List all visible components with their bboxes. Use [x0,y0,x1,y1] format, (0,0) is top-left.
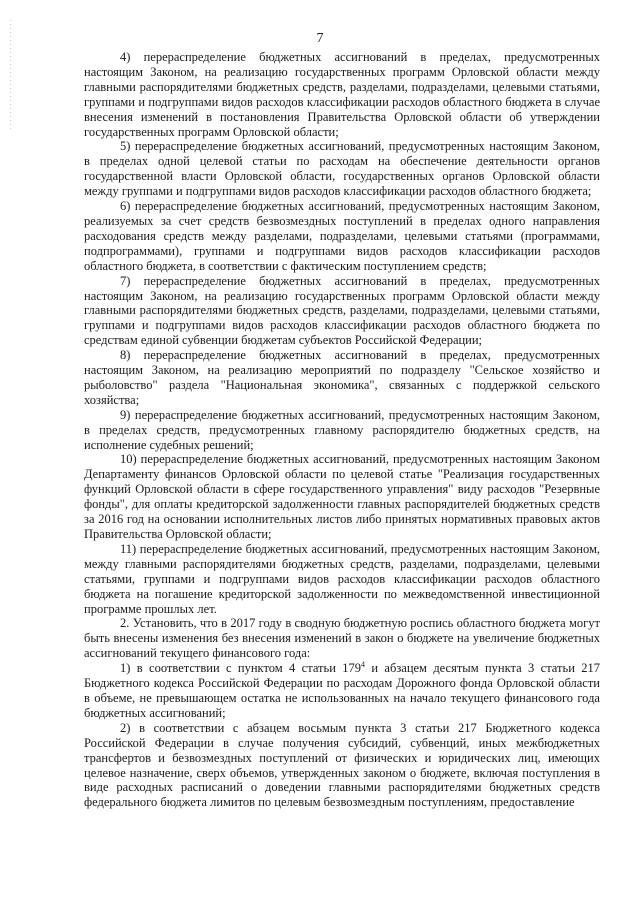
paragraph-section-2: 2. Установить, что в 2017 году в сводную бюджетную роспись областного бюджета могут быть внесены изменения без внесения изменений в закон о бюджете на увеличение бюджетных ассигнований текущего финансового года: [84,616,600,661]
paragraph-item-6: 6) перераспределение бюджетных ассигнований, предусмотренных настоящим Законом, реализуемых за счет средств безвозмездных поступлений в пределах одного направления расходования средств между разделами, подразделами, целевыми статьями (программами, подпрограммами), группами и подгруппами видов расходов классификации расходов областного бюджета, в соответствии с фактическим поступлением средств; [84,199,600,273]
paragraph-item-10: 10) перераспределение бюджетных ассигнований, предусмотренных настоящим Законом Департаменту финансов Орловской области по целевой статье "Реализация государственных функций Орловской области в сфере государственного управления" виду расходов "Резервные фонды", для оплаты кредиторской задолженности главных распорядителей бюджетных средств за 2016 год на основании исполнительных листов либо принятых нормативных правовых актов Правительства Орловской области; [84,452,600,541]
paragraph-subitem-2: 2) в соответствии с абзацем восьмым пункта 3 статьи 217 Бюджетного кодекса Российской Федерации в случае получения субсидий, субвенций, иных межбюджетных трансфертов и безвозмездных поступлений от физических и юридических лиц, имеющих целевое назначение, сверх объемов, утвержденных законом о бюджете, включая поступления в виде расходных расписаний о доведении главными распорядителями бюджетных средств федерального бюджета лимитов по целевым безвозмездным поступлениям, предоставление [84,720,600,810]
document-body [84,50,600,810]
paragraph-item-9: 9) перераспределение бюджетных ассигнований, предусмотренных настоящим Законом, в пределах средств, предусмотренных главному распорядителю бюджетных средств, на исполнение судебных решений; [84,407,600,452]
subitem-1-superscript: 4 [361,660,366,669]
subitem-1-text-end: и абзацем десятым пункта 3 статьи 217 Бюджетного кодекса Российской Федерации по расходам Дорожного фонда Орловской области в объеме, не превышающем остатка не использованных на начало текущего финансового года бюджетных ассигнований; [84,661,600,720]
paragraph-item-8: 8) перераспределение бюджетных ассигнований в пределах, предусмотренных настоящим Законом, на реализацию мероприятий по подразделу "Сельское хозяйство и рыболовство" раздела "Национальная экономика", связанных с поддержкой сельского хозяйства; [84,348,600,407]
paragraph-item-7: 7) перераспределение бюджетных ассигнований в пределах, предусмотренных настоящим Законом, на реализацию государственных программ Орловской области между главными распорядителями бюджетных средств, разделами, подразделами, целевыми статьями, группами и подгруппами видов расходов классификации расходов областного бюджета по средствам единой субвенции бюджетам субъектов Российской Федерации; [84,273,600,348]
paragraph-item-11: 11) перераспределение бюджетных ассигнований, предусмотренных настоящим Законом, между главными распорядителями бюджетных средств, разделами, подразделами, целевыми статьями, группами и подгруппами видов расходов классификации расходов областного бюджета на погашение кредиторской задолженности по межведомственной инвестиционной программе прошлых лет. [84,541,600,616]
paragraph-item-5: 5) перераспределение бюджетных ассигнований, предусмотренных настоящим Законом, в пределах одной целевой статьи по расходам на обеспечение деятельности органов государственной власти Орловской области, государственных органов Орловской области между группами и подгруппами видов расходов классификации расходов областного бюджета; [84,139,600,199]
paragraph-subitem-1 [84,661,600,721]
paragraph-item-4: 4) перераспределение бюджетных ассигнований в пределах, предусмотренных настоящим Законом, на реализацию государственных программ Орловской области между главными распорядителями бюджетных средств, разделами, подразделами, целевыми статьями, группами и подгруппами видов расходов классификации расходов областного бюджета в случае внесения изменений в постановления Правительства Орловской области об утверждении государственных программ Орловской области; [84,50,600,139]
subitem-1-text-start: 1) в соответствии с пунктом 4 статьи 179 [120,661,362,676]
page-number: 7 [316,31,324,46]
